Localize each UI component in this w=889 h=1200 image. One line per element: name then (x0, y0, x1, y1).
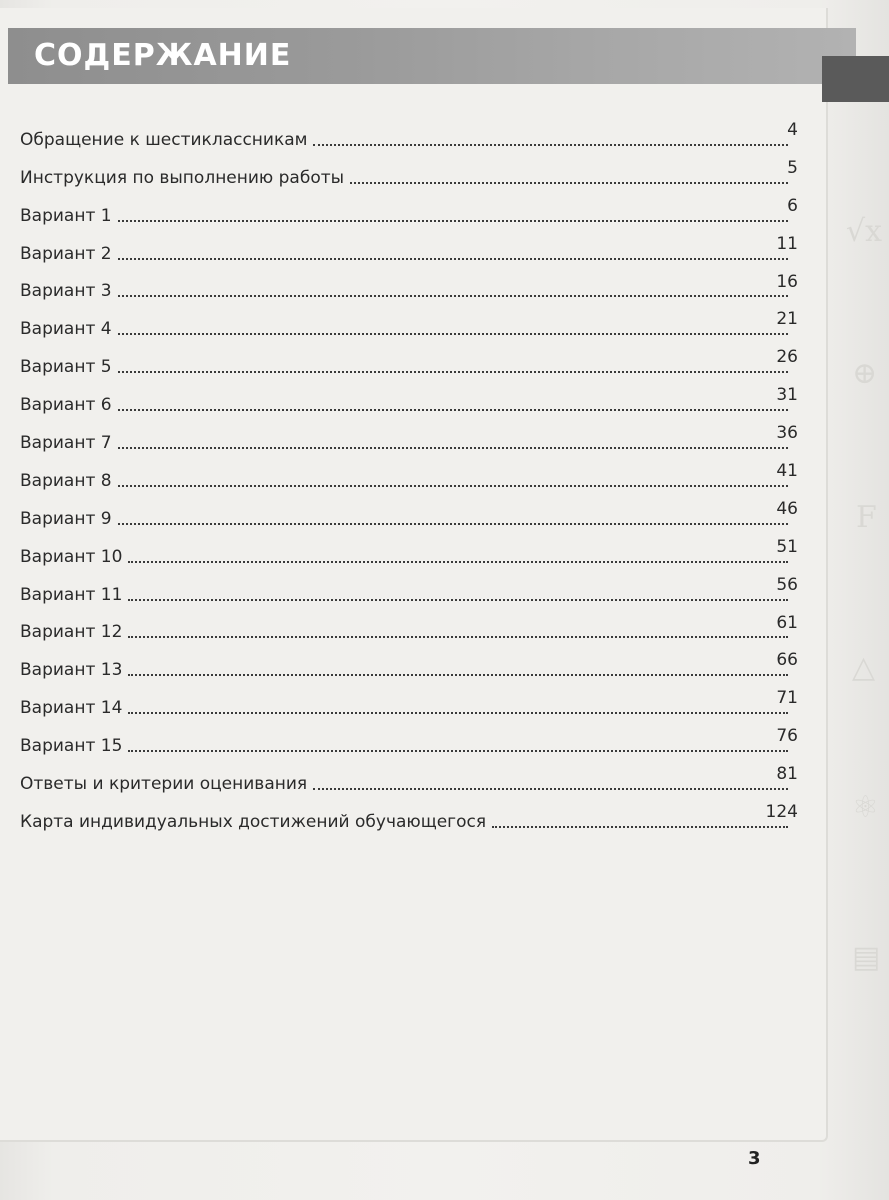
toc-entry (20, 419, 802, 457)
toc-entry-label: Вариант 8 (20, 470, 112, 491)
toc-entry (20, 760, 802, 798)
page-title: СОДЕРЖАНИЕ (34, 38, 292, 73)
toc-entry-label: Вариант 14 (20, 698, 123, 719)
toc-entry-page: 16 (776, 271, 798, 292)
atom-icon: ⚛ (852, 790, 879, 825)
toc-entry-page: 56 (776, 574, 798, 595)
toc-entry-label: Вариант 3 (20, 281, 112, 302)
toc-entry-label: Вариант 4 (20, 319, 112, 340)
dot-leader (118, 447, 788, 449)
toc-entry-label: Обращение к шестиклассникам (20, 129, 308, 150)
triangle-icon: △ (852, 650, 876, 685)
toc-entry (20, 305, 802, 343)
toc-entry (20, 192, 802, 230)
toc-entry-label: Инструкция по выполнению работы (20, 167, 345, 188)
toc-entry (20, 230, 802, 268)
toc-entry (20, 684, 802, 722)
toc-entry-page: 41 (776, 461, 798, 482)
toc-entry-page: 11 (776, 233, 798, 254)
dot-leader (313, 144, 788, 146)
dot-leader (350, 182, 788, 184)
dot-leader (128, 599, 788, 601)
toc-entry-label: Вариант 15 (20, 736, 123, 757)
dot-leader (313, 788, 788, 790)
toc-entry-page: 5 (787, 157, 798, 178)
toc-entry-label: Вариант 2 (20, 243, 112, 264)
toc-entry-page: 31 (776, 385, 798, 406)
toc-entry-label: Вариант 6 (20, 395, 112, 416)
toc-entry-label: Вариант 1 (20, 205, 112, 226)
toc-entry-page: 36 (776, 423, 798, 444)
toc-entry-label: Вариант 5 (20, 357, 112, 378)
dot-leader (118, 409, 788, 411)
letter-f-icon: F (856, 500, 877, 535)
toc-entry (20, 268, 802, 306)
toc-entry-label: Вариант 9 (20, 508, 112, 529)
table-of-contents (20, 116, 802, 836)
dot-leader (128, 674, 788, 676)
toc-entry-label: Вариант 11 (20, 584, 123, 605)
math-symbol-icon: √x (846, 214, 883, 249)
toc-entry (20, 343, 802, 381)
dot-leader (128, 561, 788, 563)
toc-entry-page: 61 (776, 612, 798, 633)
toc-entry-page: 81 (776, 764, 798, 785)
dot-leader (128, 750, 788, 752)
toc-entry (20, 533, 802, 571)
toc-entry (20, 646, 802, 684)
dot-leader (118, 485, 788, 487)
toc-entry-label: Вариант 10 (20, 546, 123, 567)
toc-entry (20, 722, 802, 760)
toc-entry (20, 495, 802, 533)
toc-entry-label: Вариант 12 (20, 622, 123, 643)
toc-entry (20, 457, 802, 495)
dot-leader (492, 826, 788, 828)
dot-leader (118, 371, 788, 373)
toc-entry (20, 798, 802, 836)
toc-entry-label: Карта индивидуальных достижений обучающегося (20, 811, 487, 832)
toc-entry-page: 6 (787, 195, 798, 216)
dot-leader (118, 295, 788, 297)
page-number: 3 (748, 1148, 761, 1169)
toc-entry (20, 571, 802, 609)
toc-entry-page: 26 (776, 347, 798, 368)
toc-entry-page: 124 (765, 802, 798, 823)
dot-leader (118, 220, 788, 222)
toc-entry-page: 21 (776, 309, 798, 330)
toc-entry-page: 46 (776, 498, 798, 519)
toc-entry-label: Вариант 7 (20, 433, 112, 454)
dot-leader (118, 258, 788, 260)
globe-icon: ⊕ (852, 356, 878, 391)
dot-leader (118, 333, 788, 335)
toc-entry (20, 154, 802, 192)
dot-leader (118, 523, 788, 525)
dot-leader (128, 636, 788, 638)
toc-entry-page: 51 (776, 536, 798, 557)
dot-leader (128, 712, 788, 714)
toc-entry-page: 76 (776, 726, 798, 747)
toc-entry-page: 71 (776, 688, 798, 709)
toc-entry (20, 116, 802, 154)
toc-entry-label: Ответы и критерии оценивания (20, 774, 308, 795)
book-icon: ▤ (852, 940, 881, 975)
toc-entry-page: 66 (776, 650, 798, 671)
header-tab (822, 56, 889, 102)
toc-entry (20, 381, 802, 419)
toc-entry-page: 4 (787, 120, 798, 140)
toc-entry-label: Вариант 13 (20, 660, 123, 681)
toc-entry (20, 609, 802, 647)
